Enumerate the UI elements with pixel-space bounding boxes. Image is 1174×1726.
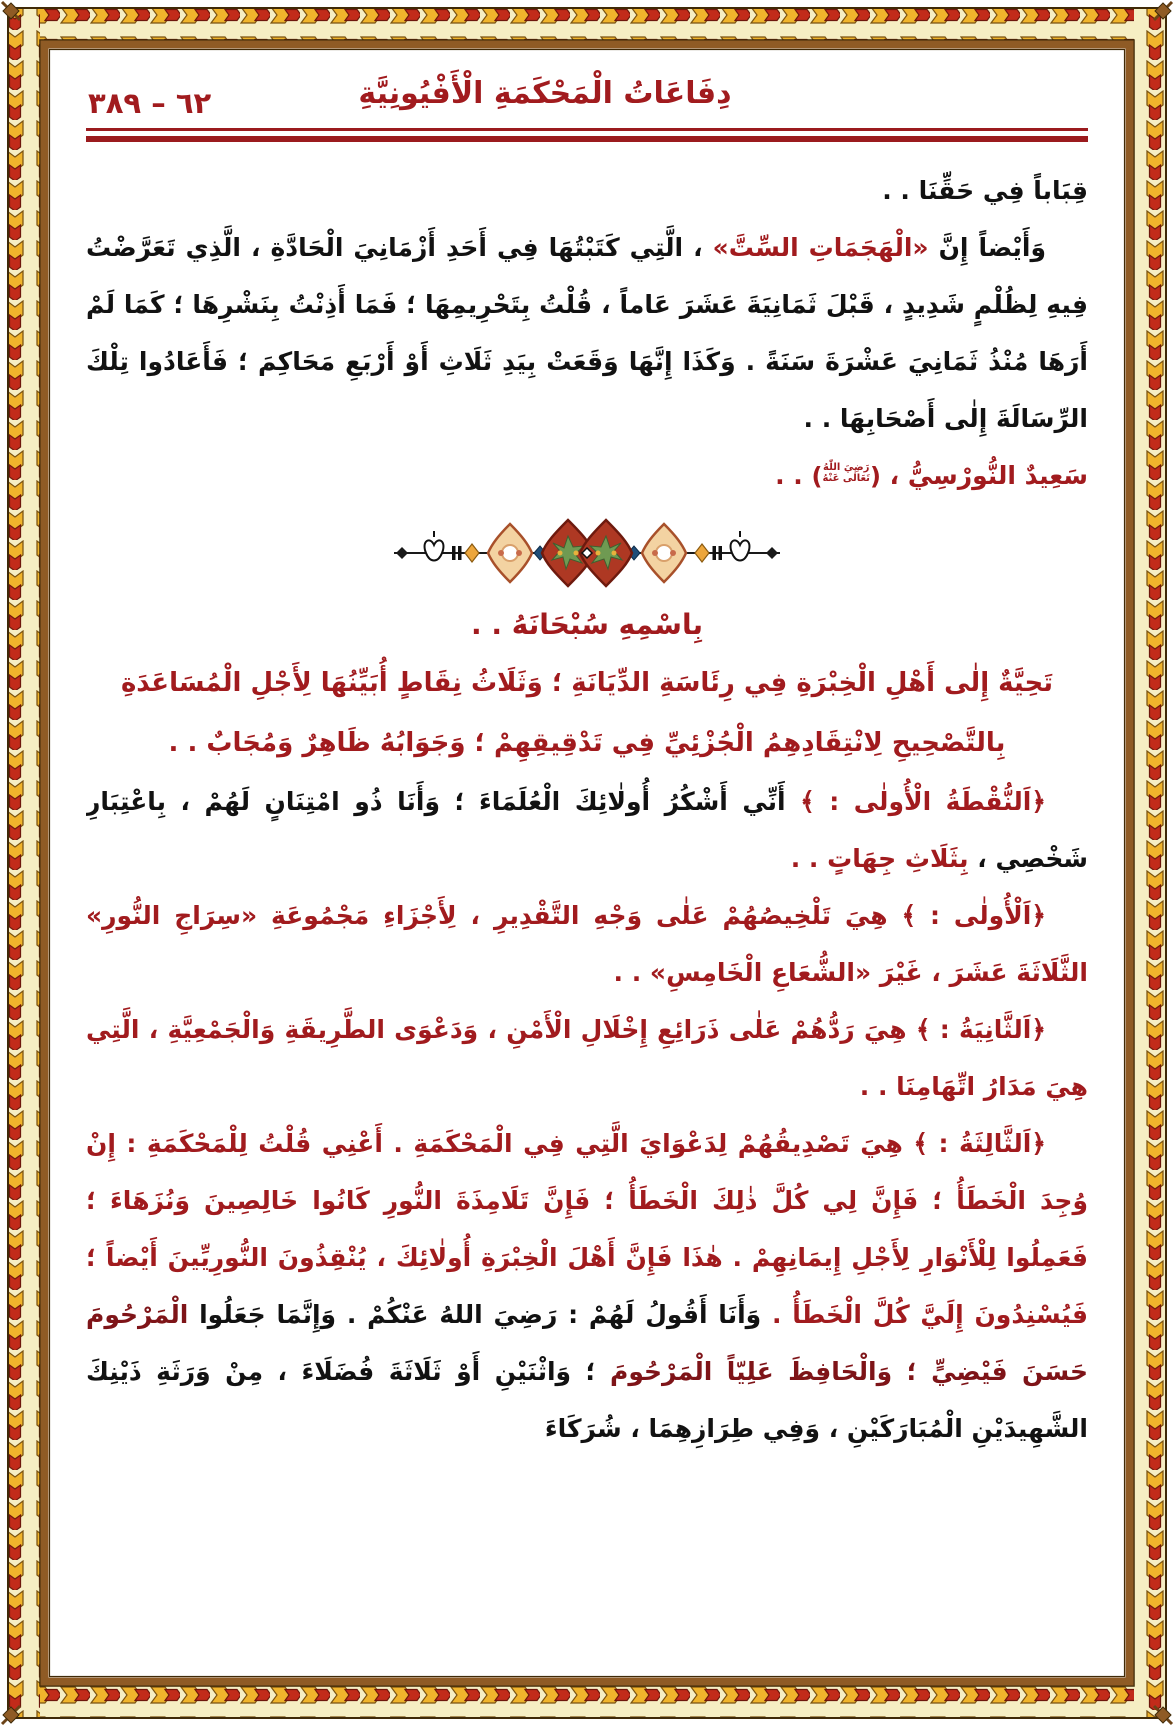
paragraph-text: ؛ وَاثْنَيْنِ أَوْ ثَلَاثَةَ فُضَلَاءَ ، مِنْ وَرَثَةِ ذَيْنِكَ الشَّهِيدَيْنِ الْمُبَارَكَيْنِ ، وَفِي طِرَازِهِمَا ، شُرَكَاءَ bbox=[86, 1356, 1088, 1443]
paragraph-text: وَأَيْضاً إِنَّ bbox=[928, 233, 1046, 262]
basmala-heading: بِاسْمِهِ سُبْحَانَهُ . . bbox=[471, 607, 703, 641]
honored-names: الْمَرْحُومَ حَسَنَ فَيْضِيٍّ ؛ وَالْحَافِظَ عَلِيّاً الْمَرْحُومَ bbox=[86, 1299, 1088, 1386]
paragraph-text: أَنِّي أَشْكُرُ أُولٰائِكَ الْعُلَمَاءَ ؛ وَأَنَا ذُو امْتِنَانٍ لَهُمْ ، بِاعْتِبَارِ شَخْصِي ، bbox=[86, 786, 1088, 873]
seal-paren-open: ( bbox=[869, 462, 881, 491]
paragraph-second bbox=[86, 1001, 1088, 1115]
body-text bbox=[86, 162, 1088, 1664]
page-number: ٦٢ – ٣٨٩ bbox=[88, 86, 212, 120]
signature-trailing-dots: . . bbox=[775, 461, 812, 490]
seal-line: رَضِيَ اللّٰهُ bbox=[823, 462, 870, 473]
point-marker: ﴿اَلثَّالِثَةُ : ﴾ bbox=[913, 1128, 1046, 1158]
greeting-line-2: بِالتَّصْحِيحِ لِانْتِقَادِهِمُ الْجُزْئِيِّ فِي تَدْقِيقِهِمْ ؛ وَجَوَابُهُ ظَاهِرٌ وَمُجَابٌ . . bbox=[168, 727, 1006, 758]
header-rule-thin bbox=[86, 128, 1088, 131]
paragraph-six-attacks bbox=[86, 219, 1088, 447]
paragraph-text: وَأَنَا أَقُولُ لَهُمْ : رَضِيَ اللهُ عَنْكُمْ . وَإِنَّمَا جَعَلُوا bbox=[188, 1299, 762, 1329]
paragraph-third bbox=[86, 1115, 1088, 1457]
greeting-paragraph bbox=[86, 653, 1088, 773]
opening-line: قِبَاباً فِي حَقِّنَا . . bbox=[882, 176, 1088, 205]
quoted-work-title: «الْهَجَمَاتِ السِّتَّ» bbox=[712, 233, 929, 262]
paragraph-text-red: هِيَ تَصْدِيقُهُمْ لِدَعْوَايَ الَّتِي فِي الْمَحْكَمَةِ . أَعْنِي قُلْتُ لِلْمَحْكَمَةِ : إِنْ وُجِدَ الْخَطَأُ ؛ فَإِنَّ لِي كُلَّ ذٰلِكَ الْخَطَأُ ؛ فَإِنَّ تَلَامِذَةَ النُّورِ كَانُوا خَالِصِينَ وَنُزَهَاءَ ؛ فَعَمِلُوا لِلْأَنْوَارِ لِأَجْلِ إِيمَانِهِمْ . هٰذَا فَإِنَّ أَهْلَ الْخِبْرَةِ أُولٰائِكَ ، يُنْقِذُونَ النُّورِيِّينَ أَيْضاً ؛ فَيُسْنِدُونَ إِلَيَّ كُلَّ الْخَطَأُ . bbox=[86, 1128, 1088, 1329]
point-marker: ﴿اَلنُّقْطَةُ الْأُولٰى : ﴾ bbox=[800, 786, 1046, 816]
paragraph-text: ، الَّتِي كَتَبْتُهَا فِي أَحَدِ أَزْمَانِيَ الْحَادَّةِ ، الَّذِي تَعَرَّضْتُ فِيهِ لِظُلْمٍ شَدِيدٍ ، قَبْلَ ثَمَانِيَةَ عَشَرَ عَاماً ، قُلْتُ بِتَحْرِيمِهَا ؛ فَمَا أَذِنْتُ بِنَشْرِهَا ؛ كَمَا لَمْ أَرَهَا مُنْذُ ثَمَانِيَ عَشْرَةَ سَنَةً . وَكَذَا إِنَّهَا وَقَعَتْ بِيَدِ ثَلَاثِ أَوْ أَرْبَعِ مَحَاكِمَ ؛ فَأَعَادُوا تِلْكَ الرِّسَالَةَ إِلٰى أَصْحَابِهَا . . bbox=[86, 233, 1088, 433]
page-title: دِفَاعَاتُ الْمَحْكَمَةِ الْأَفْيُونِيَّةِ bbox=[358, 76, 732, 111]
paragraph-point-one bbox=[86, 773, 1088, 887]
point-marker: ﴿اَلثَّانِيَةُ : ﴾ bbox=[915, 1014, 1046, 1044]
signature-line bbox=[86, 447, 1088, 506]
greeting-line-1: تَحِيَّةٌ إِلٰى أَهْلِ الْخِبْرَةِ فِي رِئَاسَةِ الدِّيَانَةِ ؛ وَثَلَاثُ نِقَاطٍ أُبَيِّنُهَا لِأَجْلِ الْمُسَاعَدَةِ bbox=[120, 667, 1054, 698]
floral-divider-icon bbox=[392, 510, 782, 596]
paragraph-first bbox=[86, 887, 1088, 1001]
seal-line: تَعَالٰى عَنْهُ bbox=[822, 473, 870, 484]
floral-divider bbox=[392, 510, 782, 596]
header-rule-thick bbox=[86, 136, 1088, 142]
paragraph-text: هِيَ رَدُّهُمْ عَلٰى ذَرَائِعِ إِخْلَالِ الْأَمْنِ ، وَدَعْوَى الطَّرِيقَةِ وَالْجَمْعِيَّةِ ، الَّتِي هِيَ مَدَارُ اتِّهَامِنَا . . bbox=[86, 1014, 1088, 1101]
point-marker: ﴿اَلْأُولٰى : ﴾ bbox=[901, 900, 1046, 930]
signature-name: سَعِيدٌ النُّورْسِيُّ ، bbox=[889, 461, 1088, 490]
paragraph-text-red: بِثَلَاثِ جِهَاتٍ . . bbox=[790, 843, 969, 873]
paragraph-text: هِيَ تَلْخِيصُهُمْ عَلٰى وَجْهِ التَّقْدِيرِ ، لِأَجْزَاءِ مَجْمُوعَةِ «سِرَاجِ النُّورِ» الثَّلَاثَةَ عَشَرَ ، غَيْرَ «الشُّعَاعِ الْخَامِسِ» . . bbox=[86, 900, 1088, 987]
blessing-seal-icon bbox=[822, 462, 870, 484]
seal-paren-close: ) bbox=[811, 462, 823, 491]
